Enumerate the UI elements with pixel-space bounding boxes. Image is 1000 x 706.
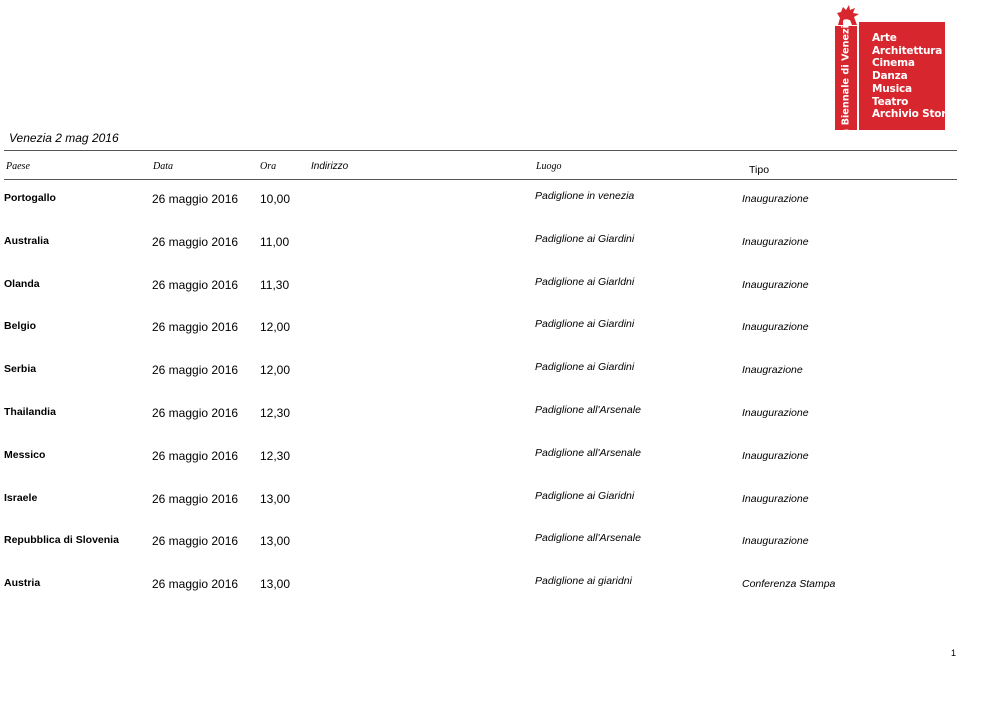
- cell-tipo: Inaugurazione: [742, 492, 809, 505]
- cell-tipo: Inaugurazione: [742, 278, 809, 291]
- cell-ora: 12,00: [260, 363, 291, 378]
- cell-paese: Australia: [4, 234, 49, 247]
- cell-ora: 12,30: [260, 448, 291, 463]
- cell-data: 26 maggio 2016: [152, 448, 239, 463]
- cell-tipo: Conferenza Stampa: [742, 578, 836, 591]
- cell-data: 26 maggio 2016: [152, 320, 239, 335]
- cell-luogo: Padiglione all'Arsenale: [535, 404, 641, 416]
- cell-paese: Olanda: [4, 277, 40, 290]
- cell-paese: Repubblica di Slovenia: [4, 534, 119, 547]
- cell-ora: 13,00: [260, 534, 291, 549]
- page-number: 1: [951, 648, 957, 658]
- biennale-logo: [835, 4, 963, 139]
- logo-section: Cinema: [872, 57, 915, 70]
- cell-luogo: Padiglione ai Giarldni: [535, 275, 635, 288]
- column-header-luogo: Luogo: [536, 161, 562, 172]
- cell-data: 26 maggio 2016: [152, 363, 239, 378]
- cell-ora: 13,00: [260, 577, 291, 592]
- cell-luogo: Padiglione ai Giardini: [535, 318, 635, 331]
- cell-luogo: Padiglione ai giaridni: [535, 575, 632, 588]
- table-row: [0, 320, 1000, 340]
- cell-data: 26 maggio 2016: [152, 534, 239, 549]
- cell-luogo: Padiglione ai Giardini: [535, 232, 635, 245]
- cell-tipo: Inaugurazione: [742, 235, 809, 248]
- table-row: [0, 232, 1000, 255]
- cell-data: 26 maggio 2016: [152, 491, 239, 506]
- cell-paese: Austria: [4, 577, 41, 590]
- logo-section: Architettura: [872, 44, 943, 57]
- cell-luogo: Padiglione ai Giaridni: [535, 489, 635, 502]
- cell-luogo: Padiglione all'Arsenale: [535, 446, 641, 459]
- cell-paese: Thailandia: [4, 406, 56, 418]
- document-date: Venezia 2 mag 2016: [9, 131, 119, 145]
- cell-luogo: Padiglione all'Arsenale: [535, 532, 641, 545]
- cell-paese: Israele: [4, 491, 38, 504]
- table-row: [0, 446, 1000, 469]
- cell-tipo: Inaugrazione: [742, 364, 803, 377]
- logo-sections-box: [859, 22, 963, 130]
- header-top-rule: [4, 150, 957, 151]
- table-row: [0, 489, 1000, 512]
- cell-data: 26 maggio 2016: [152, 277, 239, 292]
- table-row: [0, 192, 1000, 212]
- cell-ora: 11,00: [260, 234, 290, 249]
- column-header-ora: Ora: [260, 161, 277, 172]
- logo-section: Arte: [872, 32, 897, 44]
- logo-section: Archivio Storico: [872, 108, 963, 121]
- cell-tipo: Inaugurazione: [742, 407, 809, 419]
- cell-data: 26 maggio 2016: [152, 192, 239, 206]
- cell-ora: 12,00: [260, 320, 291, 335]
- cell-ora: 12,30: [260, 406, 291, 420]
- cell-tipo: Inaugurazione: [742, 449, 809, 462]
- table-row: [0, 363, 1000, 383]
- cell-tipo: Inaugurazione: [742, 535, 809, 548]
- cell-ora: 13,00: [260, 491, 291, 506]
- logo-section: Musica: [872, 82, 912, 95]
- cell-ora: 11,30: [260, 277, 290, 292]
- cell-data: 26 maggio 2016: [152, 234, 239, 249]
- header-bottom-rule: [4, 179, 957, 180]
- logo-section: Teatro: [872, 95, 909, 108]
- table-row: [0, 275, 1000, 298]
- table-row: [0, 406, 1000, 426]
- column-header-paese: Paese: [6, 161, 30, 172]
- cell-luogo: Padiglione in venezia: [535, 190, 635, 202]
- cell-tipo: Inaugurazione: [742, 193, 809, 205]
- cell-data: 26 maggio 2016: [152, 406, 239, 420]
- cell-paese: Serbia: [4, 363, 37, 376]
- cell-paese: Belgio: [4, 320, 37, 333]
- cell-data: 26 maggio 2016: [152, 577, 239, 592]
- logo-section: Danza: [872, 70, 908, 83]
- logo-vertical-text: la Biennale di Venezia: [840, 17, 852, 139]
- column-header-tipo: Tipo: [749, 164, 770, 176]
- cell-paese: Portogallo: [4, 192, 56, 204]
- table-row: [0, 577, 1000, 597]
- cell-ora: 10,00: [260, 192, 291, 206]
- column-header-indirizzo: Indirizzo: [311, 161, 349, 172]
- table-row: [0, 534, 1000, 554]
- cell-luogo: Padiglione ai Giardini: [535, 361, 635, 374]
- cell-paese: Messico: [4, 448, 46, 461]
- logo-vertical-text-wrap: [835, 17, 857, 139]
- column-header-data: Data: [153, 161, 173, 172]
- cell-tipo: Inaugurazione: [742, 321, 809, 334]
